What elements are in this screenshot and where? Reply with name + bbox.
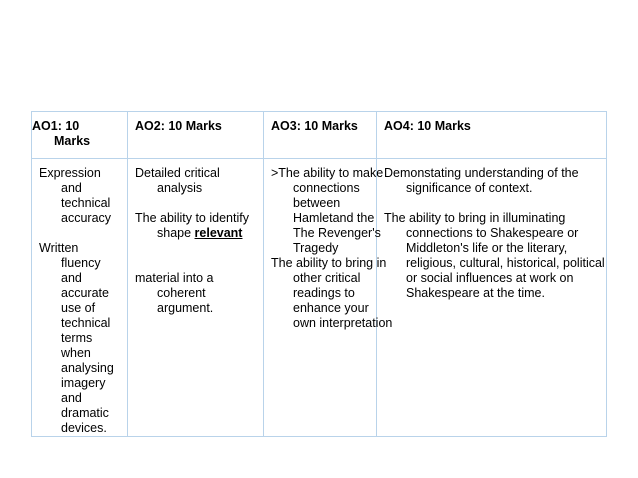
header-cell-ao4 — [377, 112, 607, 159]
header-ao4-text: AO4: 10 Marks — [384, 119, 471, 133]
header-ao1-text: AO1: 10 Marks — [32, 119, 91, 148]
header-cell-ao1 — [32, 112, 128, 159]
ao4-connections-text: The ability to bring in illuminating connections to Shakespeare or Middleton's life or the literary, religious, cultural, historical, political or social influences at work on Shakespeare at the time. — [384, 211, 605, 300]
header-ao2-text: AO2: 10 Marks — [135, 119, 222, 133]
assessment-objectives-table — [31, 111, 607, 437]
header-ao3-text: AO3: 10 Marks — [271, 119, 358, 133]
ao3-connections-text: >The ability to make connections between Hamletand the The Revenger's Tragedy — [271, 166, 384, 255]
ao2-material-text: material into a coherent argument. — [135, 271, 214, 315]
ao2-ability-prefix: The ability to identify shape — [135, 211, 249, 240]
ao2-ability-text — [135, 211, 273, 241]
ao1-expression-text: Expression and technical accuracy — [39, 166, 112, 225]
ao1-written-fluency-text: Written fluency and accurate use of technical terms when analysing imagery and dramatic devices. — [39, 241, 114, 435]
header-cell-ao2 — [128, 112, 264, 159]
cell-ao2 — [128, 159, 264, 437]
cell-ao3 — [264, 159, 393, 437]
header-cell-ao3 — [264, 112, 377, 159]
ao2-critical-analysis-text: Detailed critical analysis — [135, 166, 220, 195]
table-header-row — [32, 112, 607, 159]
table-body-row — [32, 159, 607, 437]
cell-ao4 — [377, 159, 607, 437]
ao4-context-text: Demonstating understanding of the significance of context. — [384, 166, 579, 195]
ao3-critical-readings-text: The ability to bring in other critical readings to enhance your own interpretation — [271, 256, 393, 330]
ao2-relevant-emphasis: relevant — [194, 226, 243, 240]
cell-ao1 — [32, 159, 128, 437]
